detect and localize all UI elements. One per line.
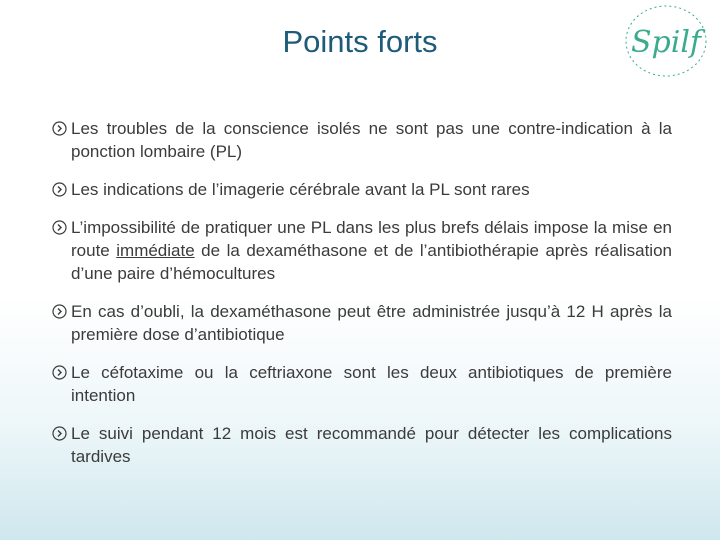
bullet-text: Le céfotaxime ou la ceftriaxone sont les deux antibiotiques de première intention	[71, 363, 672, 405]
bullet-arrow-icon	[52, 182, 67, 197]
underlined-word: immédiate	[116, 241, 195, 260]
bullet-arrow-icon	[52, 304, 67, 319]
bullet-item	[50, 361, 672, 407]
slide-title: Points forts	[282, 24, 438, 59]
bullet-text: Les troubles de la conscience isolés ne sont pas une contre-indication à la ponction lombaire (PL)	[71, 119, 672, 161]
bullet-arrow-icon	[52, 426, 67, 441]
bullet-text: L’impossibilité de pratiquer une PL dans les plus brefs délais impose la mise en route immédiate de la dexaméthasone et de l’antibiothérapie après réalisation d’une paire d’hémocultures	[71, 218, 672, 283]
bullet-arrow-icon	[52, 220, 67, 235]
bullet-item	[50, 422, 672, 468]
bullet-text: Les indications de l’imagerie cérébrale avant la PL sont rares	[71, 180, 530, 199]
bullet-text: En cas d’oubli, la dexaméthasone peut être administrée jusqu’à 12 H après la première dose d’antibiotique	[71, 302, 672, 344]
spilf-logo	[620, 2, 712, 80]
bullet-item	[50, 117, 672, 163]
bullet-list	[50, 117, 672, 483]
bullet-item	[50, 216, 672, 285]
bullet-arrow-icon	[52, 365, 67, 380]
bullet-item	[50, 300, 672, 346]
bullet-arrow-icon	[52, 121, 67, 136]
bullet-item	[50, 178, 672, 201]
bullet-text: Le suivi pendant 12 mois est recommandé pour détecter les complications tardives	[71, 424, 672, 466]
logo-text: Spilf	[630, 25, 702, 60]
